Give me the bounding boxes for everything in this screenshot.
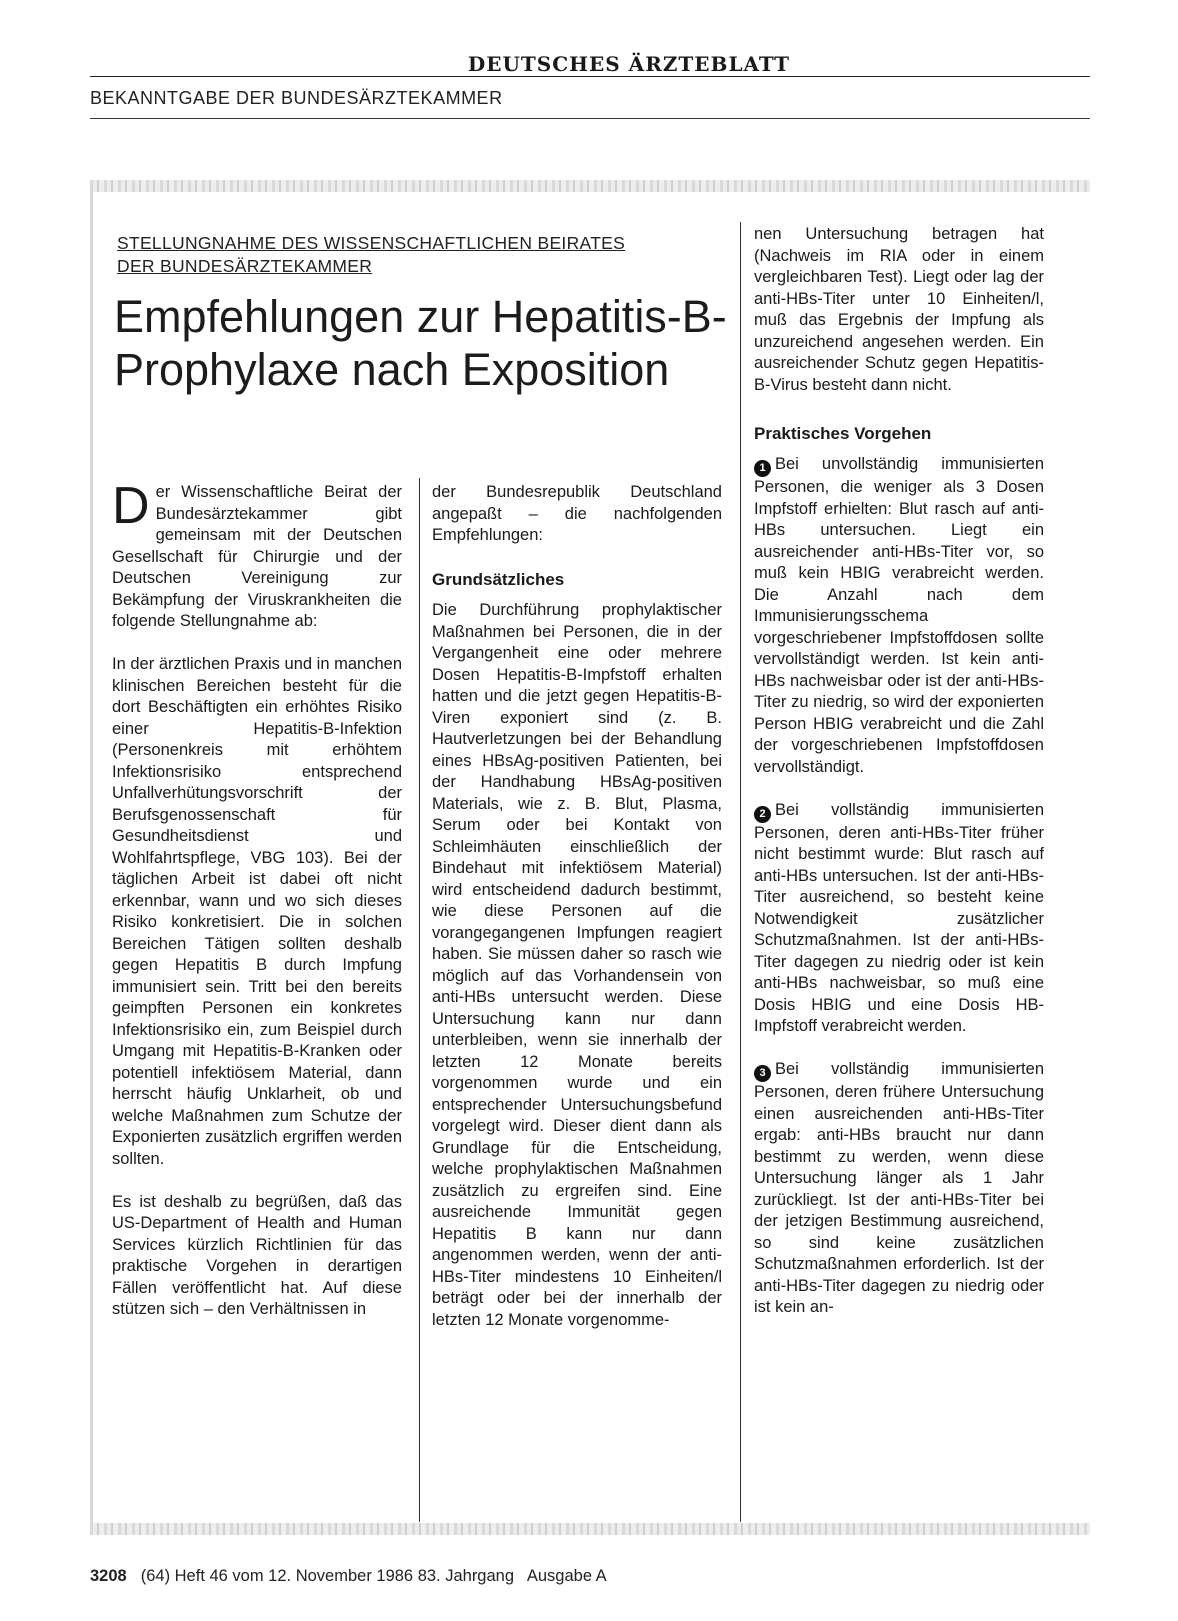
paragraph: nen Untersuchung betragen hat (Nachweis im RIA oder in einem vergleichbaren Test). Liegt oder lag der anti-HBs-Titer unter 10 Einheiten/l, muß das Ergebnis der Impfung als unzureichend angesehen werden. Ein ausreichender Schutz gegen Hepatitis-B-Virus besteht dann nicht. <box>754 225 1044 394</box>
journal-title: DEUTSCHES ÄRZTEBLATT <box>467 52 790 76</box>
numbered-paragraph: 3 Bei vollständig immunisierten Personen, deren frühere Untersuchung einen ausreichenden anti-HBs-Titer ergab: anti-HBs braucht nur dann bestimmt zu werden, wenn diese Untersuchung länger als 1 Jahr zurückliegt. Ist der anti-HBs-Titer bei der jetzigen Bestimmung ausreichend, so sind keine zusätzlichen Schutzmaßnahmen erforderlich. Ist der anti-HBs-Titer dagegen zu niedrig oder ist kein an- <box>754 1060 1044 1316</box>
bottom-border-texture <box>90 1523 1090 1535</box>
section-label: BEKANNTGABE DER BUNDESÄRZTEKAMMER <box>90 88 1090 119</box>
column-2 <box>432 482 722 1353</box>
column-rule-right <box>740 222 741 1522</box>
section-heading: Praktisches Vorgehen <box>754 424 932 443</box>
page-number: 3208 <box>90 1567 127 1585</box>
paragraph: Die Durchführung prophylaktischer Maßnahmen bei Personen, die in der Vergangenheit eine oder mehrere Dosen Hepatitis-B-Impfstoff erhalten hatten und die jetzt gegen Hepatitis-B-Viren exponiert sind (z. B. Hautverletzungen bei der Behandlung eines HBsAg-positiven Patienten, bei der Handhabung HBsAg-positiven Materials, wie z. B. Blut, Plasma, Serum oder bei Kontakt von Schleimhäuten einschließlich der Bindehaut mit infektiösem Material) wird entscheidend dadurch bestimmt, wie diese Personen auf die vorangegangenen Impfungen reagiert haben. Sie müssen daher so rasch wie möglich auf das Vorhandensein von anti-HBs untersucht werden. Diese Untersuchung kann nur dann unterbleiben, wenn sie innerhalb der letzten 12 Monate bereits vorgenommen wurde und ein entsprechender Untersuchungsbefund vorgelegt wird. Dieser dient dann als Grundlage für die Entscheidung, welche prophylaktischen Maßnahmen zusätzlich zu ergreifen sind. Eine ausreichende Immunität gegen Hepatitis B kann nur dann angenommen werden, wenn der anti-HBs-Titer mindestens 10 Einheiten/l beträgt oder bei der innerhalb der letzten 12 Monate vorgenomme- <box>432 601 722 1329</box>
paragraph: Es ist deshalb zu begrüßen, daß das US-Department of Health and Human Services kürzlich Richtlinien für das praktische Vorgehen in derartigen Fällen veröffentlicht hat. Auf diese stützen sich – den Verhältnissen in <box>112 1192 402 1318</box>
column-rule-left <box>419 478 420 1522</box>
article-title: Empfehlungen zur Hepatitis-B-Prophylaxe nach Exposition <box>114 291 727 395</box>
column-3 <box>754 224 1044 1340</box>
number-1-icon: 1 <box>754 460 771 477</box>
number-3-icon: 3 <box>754 1065 771 1082</box>
section-heading: Grundsätzliches <box>432 570 565 589</box>
kicker-line-1: STELLUNGNAHME DES WISSENSCHAFTLICHEN BEIRATES <box>117 233 626 253</box>
intro-paragraph: Der Wissenschaftliche Beirat der Bundesärztekammer gibt gemeinsam mit der Deutschen Gesellschaft für Chirurgie und der Deutschen Vereinigung zur Bekämpfung der Viruskrankheiten die folgende Stellungnahme ab: <box>112 477 402 630</box>
article-kicker <box>117 232 737 278</box>
kicker-line-2: DER BUNDESÄRZTEKAMMER <box>117 256 373 276</box>
issue-info: (64) Heft 46 vom 12. November 1986 83. Jahrgang Ausgabe A <box>140 1567 607 1585</box>
page-footer <box>90 1567 607 1586</box>
numbered-paragraph: 1 Bei unvollständig immunisierten Personen, die weniger als 3 Dosen Impfstoff erhielten: Blut rasch auf anti-HBs untersuchen. Liegt ein ausreichender anti-HBs-Titer vor, so muß kein HBIG verabreicht werden. Die Anzahl nach dem Immunisierungsschema vorgeschriebener Impfstoffdosen sollte vervollständigt werden. Ist kein anti-HBs nachweisbar oder ist der anti-HBs-Titer zu niedrig, so wird der exponierten Person HBIG verabreicht und die Zahl der vorgeschriebenen Impfstoffdosen vervollständigt. <box>754 455 1044 776</box>
column-1 <box>112 477 402 1342</box>
numbered-paragraph: 2 Bei vollständig immunisierten Personen, deren anti-HBs-Titer früher nicht bestimmt wurde: Blut rasch auf anti-HBs untersuchen. Ist der anti-HBs-Titer ausreichend, so besteht keine Notwendigkeit zusätzlicher Schutzmaßnahmen. Ist der anti-HBs-Titer dagegen zu niedrig oder ist kein anti-HBs nachweisbar, so muß eine Dosis HBIG und eine Dosis HB-Impfstoff verabreicht werden. <box>754 800 1044 1035</box>
paragraph: In der ärztlichen Praxis und in manchen klinischen Bereichen besteht für die dort Beschäftigten ein erhöhtes Risiko einer Hepatitis-B-Infektion (Personenkreis mit erhöhtem Infektionsrisiko entsprechend Unfallverhütungsvorschrift der Berufsgenossenschaft für Gesundheitsdienst und Wohlfahrtspflege, VBG 103). Bei der täglichen Arbeit ist dabei oft nicht erkennbar, wann und wo sich dieses Risiko konkretisiert. Die in solchen Bereichen Tätigen sollten deshalb gegen Hepatitis B durch Impfung immunisiert sein. Tritt bei den bereits geimpften Personen ein konkretes Infektionsrisiko ein, zum Beispiel durch Umgang mit Hepatitis-B-Kranken oder potentiell infektiösem Material, dann herrscht häufig Unklarheit, ob und welche Maßnahmen zum Schutze der Exponierten zusätzlich ergriffen werden sollten. <box>112 655 402 1168</box>
masthead <box>90 48 1090 77</box>
number-2-icon: 2 <box>754 806 771 823</box>
paragraph: der Bundesrepublik Deutschland angepaßt – die nachfolgenden Empfehlungen: <box>432 483 722 544</box>
dropcap: D <box>112 477 150 535</box>
top-border-texture <box>90 180 1090 192</box>
